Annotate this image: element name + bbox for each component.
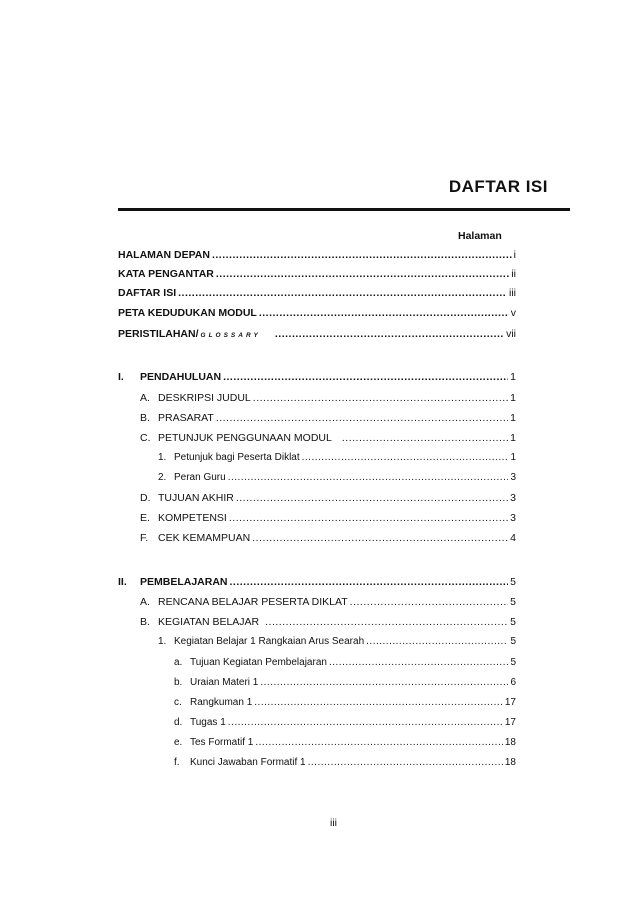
toc-entry-label: Tugas 1 — [190, 717, 226, 728]
toc-entry — [118, 306, 516, 320]
toc-entry-number: a. — [174, 657, 183, 668]
toc-entry-label: Petunjuk bagi Peserta Diklat — [174, 452, 300, 463]
toc-entry — [118, 267, 516, 281]
toc-leader — [253, 391, 508, 405]
toc-entry-label: KATA PENGANTAR — [118, 268, 214, 280]
toc-leader — [216, 411, 508, 425]
toc-entry-label-italic: GLOSSARY — [200, 332, 261, 339]
toc-entry-page: 1 — [510, 392, 516, 404]
toc-entry-label: Uraian Materi 1 — [190, 677, 259, 688]
toc-entry — [140, 511, 516, 525]
toc-entry-number: I. — [118, 371, 124, 383]
toc-leader — [260, 676, 508, 690]
toc-entry-page: i — [513, 249, 516, 261]
toc-entry-page: 18 — [504, 737, 516, 748]
toc-entry-page: 18 — [504, 757, 516, 768]
toc-leader — [255, 736, 503, 750]
toc-entry-page: 5 — [510, 576, 516, 588]
toc-entry-number: C. — [140, 432, 151, 444]
toc-entry — [140, 491, 516, 505]
toc-leader — [230, 575, 509, 589]
toc-entry-number: B. — [140, 412, 150, 424]
toc-entry-label: Kunci Jawaban Formatif 1 — [190, 757, 306, 768]
toc-leader — [342, 431, 508, 445]
toc-entry-page: v — [510, 307, 516, 319]
toc-entry — [174, 716, 516, 730]
toc-entry-number: f. — [174, 757, 180, 768]
toc-leader — [178, 286, 507, 300]
toc-entry — [158, 471, 516, 485]
toc-entry-page: iii — [509, 287, 516, 299]
toc-entry-label: Peran Guru — [174, 472, 226, 483]
toc-entry-number: 1. — [158, 636, 167, 647]
toc-entry-label — [118, 327, 261, 343]
toc-entry-number: e. — [174, 737, 183, 748]
toc-entry — [158, 451, 516, 465]
toc-entry — [140, 615, 516, 629]
toc-leader — [254, 696, 503, 710]
toc-entry-number: c. — [174, 697, 182, 708]
column-header-page: Halaman — [458, 230, 502, 242]
toc-entry-label: RENCANA BELAJAR PESERTA DIKLAT — [158, 596, 348, 608]
toc-leader — [275, 327, 504, 341]
toc-leader — [223, 370, 508, 384]
toc-entry — [140, 531, 516, 545]
toc-entry-page: 5 — [510, 596, 516, 608]
toc-entry-page: 3 — [510, 492, 516, 504]
title-underline — [118, 208, 570, 211]
toc-entry-number: B. — [140, 616, 150, 628]
toc-entry-number: II. — [118, 576, 127, 588]
toc-entry-number: 2. — [158, 472, 167, 483]
toc-leader — [228, 716, 503, 730]
toc-leader — [308, 756, 503, 770]
toc-entry — [140, 431, 516, 445]
toc-entry — [118, 575, 516, 589]
toc-entry-page: 3 — [510, 472, 516, 483]
toc-entry — [118, 327, 516, 341]
toc-entry-page: 1 — [510, 371, 516, 383]
toc-entry-page: 5 — [510, 636, 516, 647]
toc-entry-page: 17 — [504, 697, 516, 708]
toc-entry-label: DESKRIPSI JUDUL — [158, 392, 251, 404]
toc-leader — [216, 267, 509, 281]
toc-entry-number: D. — [140, 492, 151, 504]
toc-entry — [118, 248, 516, 262]
toc-entry-page: 5 — [510, 657, 516, 668]
toc-entry — [174, 656, 516, 670]
toc-entry — [174, 696, 516, 710]
toc-entry-number: d. — [174, 717, 183, 728]
toc-entry-label-main: PERISTILAHAN/ — [118, 328, 199, 340]
toc-leader — [228, 471, 509, 485]
toc-entry — [174, 756, 516, 770]
toc-entry-page: 5 — [510, 616, 516, 628]
toc-leader — [350, 595, 509, 609]
toc-entry-page: 4 — [510, 532, 516, 544]
toc-entry-label: DAFTAR ISI — [118, 287, 177, 299]
toc-entry — [140, 595, 516, 609]
toc-entry-label: KOMPETENSI — [158, 512, 227, 524]
toc-entry-page: 1 — [510, 452, 516, 463]
toc-entry-number: 1. — [158, 452, 167, 463]
toc-entry-page: 6 — [510, 677, 516, 688]
toc-entry — [118, 286, 516, 300]
toc-entry-label: PEMBELAJARAN — [140, 576, 228, 588]
toc-entry-page: vii — [506, 328, 516, 340]
toc-entry-label: Tujuan Kegiatan Pembelajaran — [190, 657, 327, 668]
toc-leader — [236, 491, 508, 505]
toc-leader — [366, 635, 508, 649]
toc-entry-page: 1 — [510, 432, 516, 444]
toc-leader — [265, 615, 508, 629]
toc-entry-label: Tes Formatif 1 — [190, 737, 254, 748]
toc-leader — [329, 656, 508, 670]
toc-entry — [118, 370, 516, 384]
toc-entry — [140, 391, 516, 405]
toc-entry — [174, 736, 516, 750]
toc-entry-page: 3 — [510, 512, 516, 524]
toc-leader — [252, 531, 508, 545]
toc-entry-number: A. — [140, 596, 150, 608]
toc-entry-label: CEK KEMAMPUAN — [158, 532, 251, 544]
toc-entry-label: PETA KEDUDUKAN MODUL — [118, 307, 257, 319]
toc-entry-page: 17 — [504, 717, 516, 728]
toc-leader — [212, 248, 512, 262]
toc-entry-label: PENDAHULUAN — [140, 371, 222, 383]
page-number: iii — [330, 817, 337, 829]
toc-leader — [259, 306, 509, 320]
toc-entry-label: HALAMAN DEPAN — [118, 249, 210, 261]
toc-leader — [302, 451, 509, 465]
toc-entry-label: PRASARAT — [158, 412, 214, 424]
toc-entry-label: Kegiatan Belajar 1 Rangkaian Arus Searah — [174, 636, 365, 647]
toc-entry-number: F. — [140, 532, 149, 544]
toc-entry-number: b. — [174, 677, 183, 688]
toc-entry — [158, 635, 516, 649]
toc-entry-number: E. — [140, 512, 150, 524]
toc-entry — [140, 411, 516, 425]
toc-entry-label: TUJUAN AKHIR — [158, 492, 234, 504]
toc-entry-label: PETUNJUK PENGGUNAAN MODUL — [158, 432, 332, 444]
toc-entry-page: 1 — [510, 412, 516, 424]
page-title: DAFTAR ISI — [448, 177, 548, 196]
toc-entry-page: ii — [511, 268, 516, 280]
toc-entry — [174, 676, 516, 690]
toc-entry-label: KEGIATAN BELAJAR — [158, 616, 260, 628]
toc-entry-number: A. — [140, 392, 150, 404]
toc-entry-label: Rangkuman 1 — [190, 697, 253, 708]
toc-leader — [229, 511, 508, 525]
